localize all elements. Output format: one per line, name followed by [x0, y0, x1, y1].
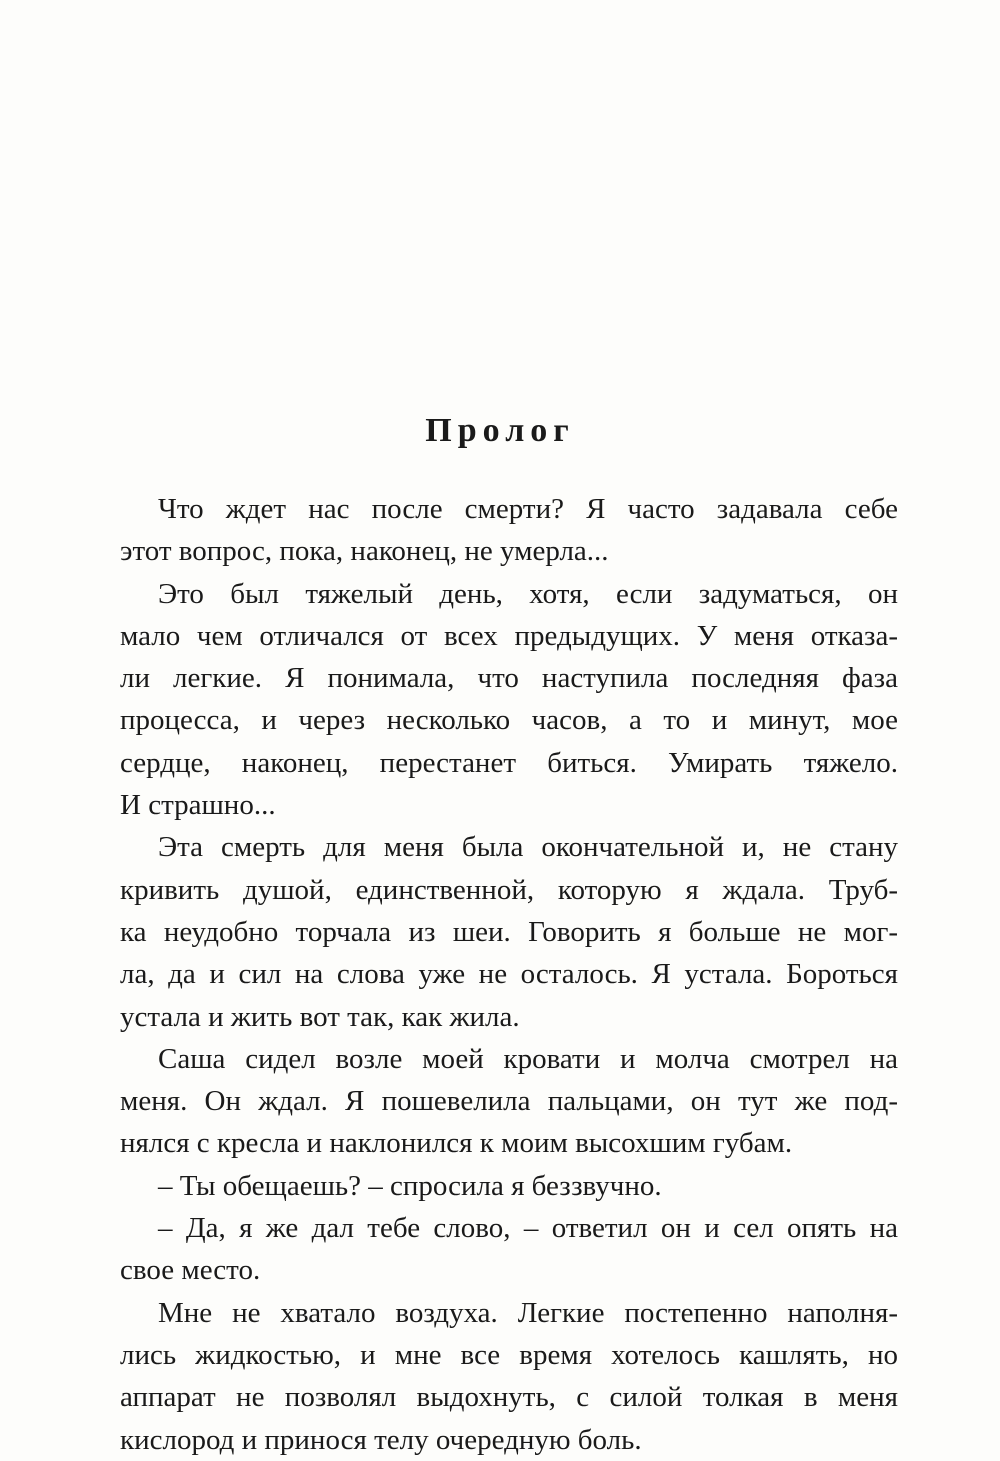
text-line: сердце, наконец, перестанет биться. Умирать тяжело. [120, 746, 898, 779]
text-line: аппарат не позволял выдохнуть, с силой толкая в меня [120, 1381, 898, 1414]
text-line: И страшно... [120, 789, 276, 822]
text-line: – Да, я же дал тебе слово, – ответил он и сел опять на [158, 1212, 898, 1245]
text-line: мало чем отличался от всех предыдущих. У меня отказа- [120, 619, 898, 652]
text-line: процесса, и через несколько часов, а то и минут, мое [120, 704, 898, 737]
text-line: Эта смерть для меня была окончательной и, не стану [158, 831, 898, 864]
text-line: Мне не хватало воздуха. Легкие постепенно наполня- [158, 1296, 898, 1329]
chapter-title: Пролог [425, 412, 575, 449]
text-line: ли легкие. Я понимала, что наступила последняя фаза [120, 662, 898, 695]
text-line: – Ты обещаешь? – спросила я беззвучно. [158, 1169, 662, 1202]
text-line: Что ждет нас после смерти? Я часто задавала себе [158, 493, 898, 525]
text-line: кислород и принося телу очередную боль. [120, 1423, 642, 1456]
text-line: меня. Он ждал. Я пошевелила пальцами, он тут же под- [120, 1085, 898, 1118]
text-line: свое место. [120, 1254, 261, 1287]
text-line: кривить душой, единственной, которую я ждала. Труб- [120, 873, 898, 906]
chapter-body [120, 488, 898, 1461]
text-line: лись жидкостью, и мне все время хотелось кашлять, но [120, 1338, 898, 1371]
text-line: устала и жить вот так, как жила. [120, 1000, 520, 1033]
text-line: ка неудобно торчала из шеи. Говорить я больше не мог- [120, 915, 898, 948]
text-line: Это был тяжелый день, хотя, если задуматься, он [158, 577, 898, 610]
text-line: Саша сидел возле моей кровати и молча смотрел на [158, 1042, 898, 1075]
text-line: этот вопрос, пока, наконец, не умерла... [120, 535, 609, 568]
text-line: нялся с кресла и наклонился к моим высохшим губам. [120, 1127, 793, 1160]
text-line: ла, да и сил на слова уже не осталось. Я устала. Бороться [120, 958, 898, 991]
